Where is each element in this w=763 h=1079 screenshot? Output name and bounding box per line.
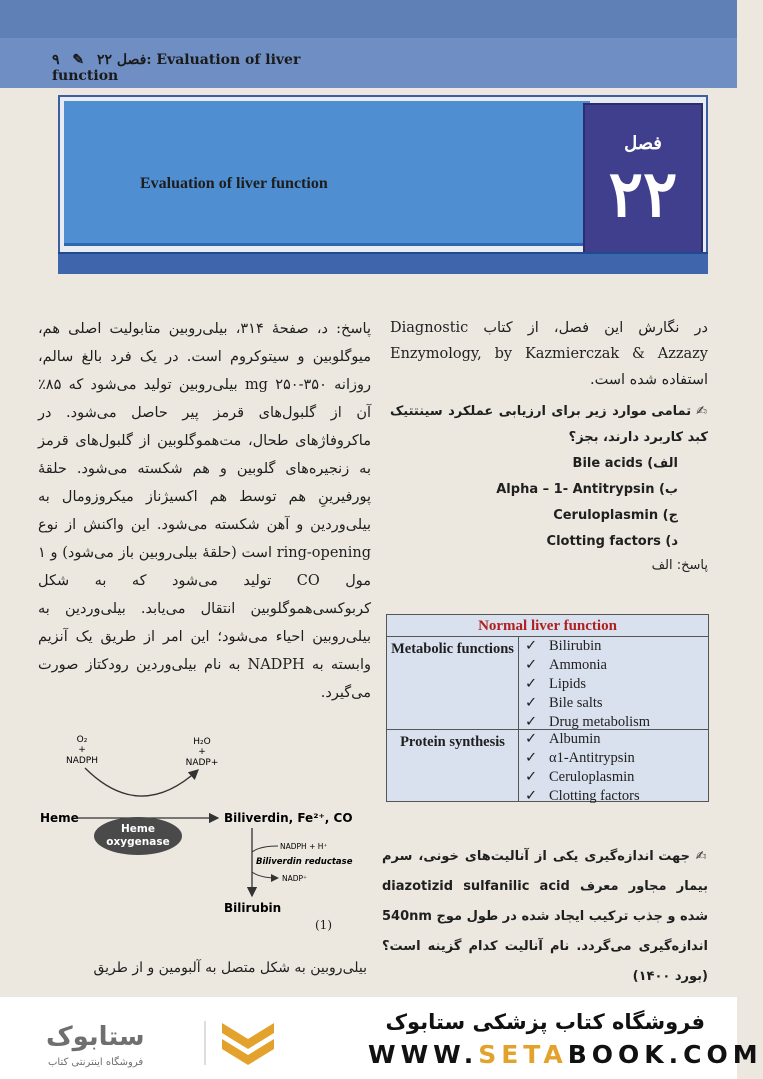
enzyme-label: oxygenase [106, 836, 170, 848]
table-category: Metabolic functions [387, 637, 519, 729]
setabook-logo [40, 1015, 290, 1071]
h2o-label: H₂O [193, 737, 211, 747]
list-item: ✓ Ammonia [525, 657, 607, 673]
question-2 [382, 842, 708, 992]
list-item: ✓ Ceruloplasmin [525, 769, 635, 785]
running-header-text: فصل ۲۲: Evaluation of liver function [52, 52, 301, 84]
option-b: ب) Alpha – 1- Antitrypsin [496, 482, 678, 497]
check-icon: ✓ [525, 695, 538, 711]
list-item: ✓ Bilirubin [525, 638, 602, 654]
cofactor-arrow [85, 768, 198, 796]
list-item: ✓ Albumin [525, 731, 601, 747]
intro-paragraph: در نگارش این فصل، از کتاب Diagnostic Enzymology, by Kazmierczak & Azzazy استفاده شده است. [390, 320, 708, 388]
logo-subtitle: فروشگاه اینترنتی کتاب [48, 1057, 144, 1068]
website-link[interactable]: WWW.SETABOOK.COM [368, 1040, 763, 1069]
liver-function-table [386, 614, 709, 802]
chapter-title: Evaluation of liver function [140, 175, 328, 192]
nadph-label: NADPH [65, 756, 99, 766]
bookmark-icon: ✎ [72, 52, 85, 68]
table-row [387, 730, 708, 804]
last-line: بیلی‌روبین به شکل متصل به آلبومین و از طریق [93, 960, 367, 976]
cofactor-arrow [252, 872, 278, 878]
check-icon: ✓ [525, 714, 538, 730]
list-item: ✓ Bile salts [525, 695, 603, 711]
pencil-icon: ✍ [691, 404, 708, 419]
option-c: ج) Ceruloplasmin [553, 508, 678, 523]
logo-wordmark: ستابوک [46, 1022, 145, 1052]
plus-label: + [78, 745, 86, 755]
list-item: ✓ Lipids [525, 676, 587, 692]
cofactor-arrow [252, 846, 278, 852]
nadp-label: NADP+ [185, 758, 219, 768]
banner-stripe [58, 252, 708, 274]
chapter-number-box [583, 103, 703, 256]
check-icon: ✓ [525, 676, 538, 692]
table-row [387, 637, 708, 730]
banner-panel [64, 101, 590, 246]
nadp-out-label: NADP⁺ [282, 874, 307, 883]
bilirubin-pathway-diagram [40, 728, 360, 968]
bilirubin-label: Bilirubin [224, 901, 282, 915]
chapter-number: ۲۲ [608, 157, 678, 232]
question-1-text: تمامی موارد زیر برای ارزیابی عملکرد سینتتیک کبد کاربرد دارند، بجز؟ [390, 404, 708, 445]
enzyme-label: Heme [121, 823, 155, 835]
table-category: Protein synthesis [387, 730, 519, 801]
question-2-text: جهت اندازه‌گیری یکی از آنالیت‌های خونی، سرم بیمار مجاور معرف diazotizid sulfanilic acid شده و جذب ترکیب ایجاد شده در طول موج 540nm اندازه‌گیری می‌گردد. نام آنالیت کدام گزینه است؟ (بورد ۱۴۰۰) [382, 849, 709, 984]
answer-1: پاسخ: الف [651, 558, 708, 573]
table-title: Normal liver function [387, 615, 708, 637]
list-item: ✓ Drug metabolism [525, 714, 651, 730]
check-icon: ✓ [525, 657, 538, 673]
page-number: ۹ [52, 52, 60, 68]
nadph-h-label: NADPH + H⁺ [280, 842, 328, 851]
reductase-label: Biliverdin reductase [256, 857, 353, 867]
check-icon: ✓ [525, 750, 538, 766]
biliverdin-label: Biliverdin, Fe²⁺, CO [224, 811, 353, 825]
heme-label: Heme [40, 811, 79, 825]
running-header [52, 52, 352, 84]
store-name: فروشگاه کتاب پزشکی ستابوک [385, 1010, 705, 1034]
top-strip [0, 0, 737, 38]
option-a: الف) Bile acids [572, 456, 678, 471]
left-column [38, 315, 371, 707]
question-1 [390, 399, 708, 451]
table-items [525, 637, 705, 732]
pencil-icon: ✍ [690, 849, 708, 864]
check-icon: ✓ [525, 638, 538, 654]
list-item: ✓ α1-Antitrypsin [525, 750, 635, 766]
plus-label: + [198, 747, 206, 757]
table-items [525, 730, 705, 806]
chapter-word: فصل [624, 133, 662, 154]
o2-label: O₂ [76, 735, 88, 745]
check-icon: ✓ [525, 731, 538, 747]
option-d: د) Clotting factors [546, 534, 678, 549]
right-column [390, 315, 708, 577]
figure-number: (1) [315, 918, 332, 932]
check-icon: ✓ [525, 788, 538, 804]
list-item: ✓ Clotting factors [525, 788, 640, 804]
check-icon: ✓ [525, 769, 538, 785]
answer-paragraph: پاسخ: د، صفحهٔ ۳۱۴، بیلی‌روبین متابولیت اصلی هم، میوگلوبین و سیتوکروم است. در یک فرد بالغ سالم، روزانه ۳۵۰-۲۵۰ mg بیلی‌روبین تولید می‌شود که ۸۵٪ آن از گلبول‌های قرمز پیر حاصل می‌شود. در ماکروفاژهای طحال، مت‌هموگلوبین از گلبول‌های قرمز به زنجیره‌های گلوبین و هم شکسته می‌شود. حلقهٔ پورفیرینِ هم توسط هم اکسیژناز میکروزومال به بیلی‌وردین و آهن شکسته می‌شود. این واکنش از نوع ring-opening است (حلقهٔ بیلی‌روبین باز می‌شود) و ۱ مول CO تولید می‌شود که به شکل کربوکسی‌هموگلوبین انتقال می‌یابد. بیلی‌وردین به بیلی‌روبین احیاء می‌شود؛ این امر از طریق یک آنزیم وابسته به NADPH به نام بیلی‌وردین رودکتاز صورت می‌گیرد. [38, 321, 371, 701]
